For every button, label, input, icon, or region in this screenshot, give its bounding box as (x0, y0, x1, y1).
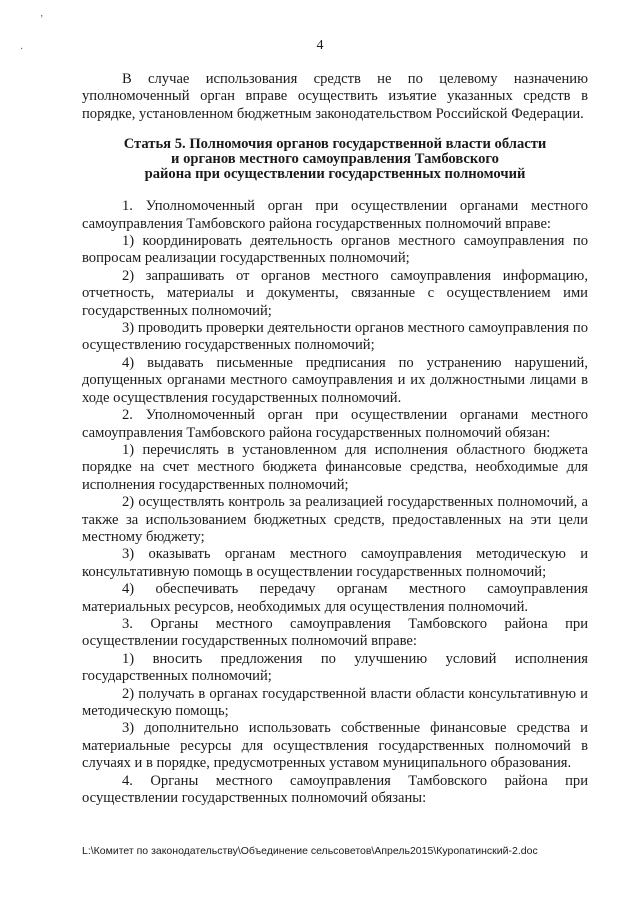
paragraph: 3) оказывать органам местного самоуправления методическую и консультативную помощь в осуществлении государственных полномочий; (82, 546, 588, 580)
scan-mark: · (20, 44, 24, 55)
paragraph: 1. Уполномоченный орган при осуществлении органами местного самоуправления Тамбовского района государственных полномочий вправе: (82, 198, 588, 232)
paragraph: 4) выдавать письменные предписания по устранению нарушений, допущенных органами местного самоуправления и их должностными лицами в ходе осуществления государственных полномочий. (82, 354, 588, 406)
paragraph: 1) вносить предложения по улучшению условий исполнения государственных полномочий; (82, 650, 588, 685)
intro-paragraph: В случае использования средств не по целевому назначению уполномоченный орган вправе осуществить изъятие указанных средств в порядке, установленном бюджетным законодательством Российской Федерации. (82, 71, 588, 122)
document-body (82, 71, 588, 807)
paragraph: 2. Уполномоченный орган при осуществлении органами местного самоуправления Тамбовского района государственных полномочий обязан: (82, 407, 588, 441)
paragraph: 2) получать в органах государственной власти области консультативную и методическую помощь; (82, 685, 588, 719)
article-heading (82, 137, 588, 182)
article-heading-line: Статья 5. Полномочия органов государственной власти области (123, 136, 547, 153)
paragraph: 4) обеспечивать передачу органам местного самоуправления материальных ресурсов, необходимых для осуществления полномочий. (82, 581, 588, 615)
paragraph: 1) перечислять в установленном для исполнения областного бюджета порядке на счет местного бюджета финансовые средства, необходимые для исполнения государственных полномочий; (82, 441, 588, 493)
scan-mark: ’ (40, 14, 44, 25)
article-heading-line: и органов местного самоуправления Тамбовского (171, 151, 499, 168)
footer-file-path: L:\Комитет по законодательству\Объединение сельсоветов\Апрель2015\Куропатинский-2.doc (82, 845, 538, 857)
paragraph: 3) дополнительно использовать собственные финансовые средства и материальные ресурсы для осуществления государственных полномочий в случаях и в порядке, предусмотренных уставом муниципального образования. (82, 720, 588, 772)
paragraph: 1) координировать деятельность органов местного самоуправления по вопросам реализации государственных полномочий; (82, 233, 588, 267)
paragraph: 2) осуществлять контроль за реализацией государственных полномочий, а также за использованием бюджетных средств, предоставленных на эти цели местному бюджету; (82, 494, 588, 545)
article-heading-line: района при осуществлении государственных полномочий (144, 166, 526, 183)
paragraph: 4. Органы местного самоуправления Тамбовского района при осуществлении государственных полномочий обязаны: (82, 772, 588, 807)
paragraph: 3) проводить проверки деятельности органов местного самоуправления по осуществлению государственных полномочий; (82, 320, 588, 354)
paragraph: 3. Органы местного самоуправления Тамбовского района при осуществлении государственных полномочий вправе: (82, 615, 588, 650)
paragraph: 2) запрашивать от органов местного самоуправления информацию, отчетность, материалы и документы, связанные с осуществлением ими государственных полномочий; (82, 267, 588, 319)
page-number: 4 (316, 38, 324, 53)
